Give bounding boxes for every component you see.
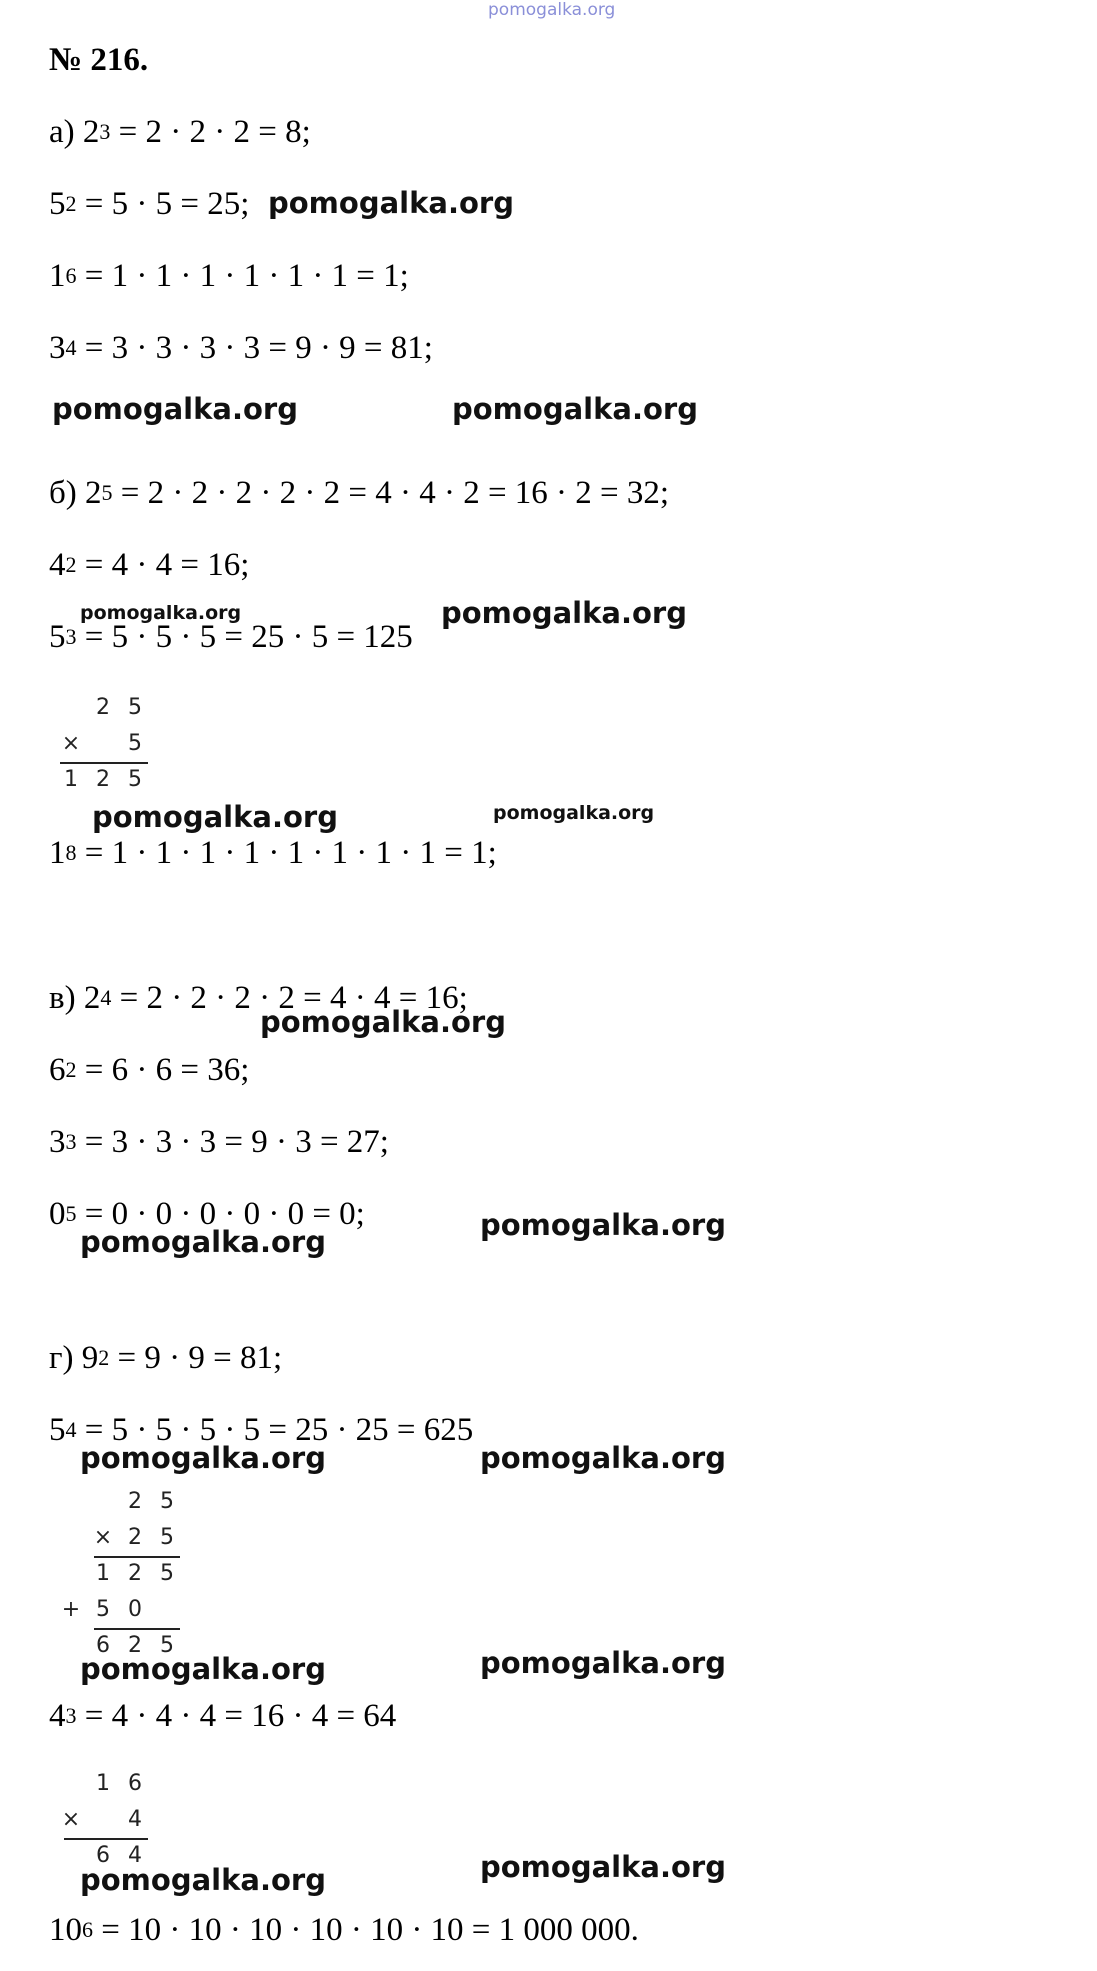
watermark: pomogalka.org [80,602,242,624]
watermark: pomogalka.org [441,596,687,630]
watermark: pomogalka.org [452,392,698,426]
line-b2: $4^2 = 4 \cdot 4 = 16$; [49,547,250,583]
watermark: pomogalka.org [80,1652,326,1686]
watermark: pomogalka.org [480,1850,726,1884]
line-b4: $1^8 = 1 \cdot 1 \cdot 1 \cdot 1 \cdot 1 \cdot 1 \cdot 1 \cdot 1 = 1$; [49,835,497,871]
watermark: pomogalka.org [480,1208,726,1242]
line-g4: $10^6 = 10 \cdot 10 \cdot 10 \cdot 10 \cdot 10 \cdot 10 = 1$ 000 000. [49,1912,639,1948]
line-v1: в) $2^4 = 2 \cdot 2 \cdot 2 \cdot 2 = 4 \cdot 4 = 16$; [49,980,468,1016]
problem-title: № 216. [49,42,149,78]
watermark-top: pomogalka.org [488,0,616,20]
line-v3: $3^3 = 3 \cdot 3 \cdot 3 = 9 \cdot 3 = 27$; [49,1124,389,1160]
line-a1: а) $2^3 = 2 \cdot 2 \cdot 2 = 8$; [49,114,311,150]
line-v4: $0^5 = 0 \cdot 0 \cdot 0 \cdot 0 \cdot 0 = 0$; [49,1196,365,1232]
watermark: pomogalka.org [268,186,514,220]
watermark: pomogalka.org [80,1225,326,1259]
line-a3: $1^6 = 1 \cdot 1 \cdot 1 \cdot 1 \cdot 1 \cdot 1 = 1$; [49,258,409,294]
watermark: pomogalka.org [52,392,298,426]
line-g2: $5^4 = 5 \cdot 5 \cdot 5 \cdot 5 = 25 \cdot 25 = 625$ [49,1412,474,1448]
watermark: pomogalka.org [80,1441,326,1475]
line-b3: $5^3 = 5 \cdot 5 \cdot 5 = 25 \cdot 5 = 125$ [49,619,413,655]
watermark: pomogalka.org [493,802,655,824]
watermark: pomogalka.org [260,1005,506,1039]
watermark: pomogalka.org [80,1863,326,1897]
watermark: pomogalka.org [92,800,338,834]
line-g1: г) $9^2 = 9 \cdot 9 = 81$; [49,1340,283,1376]
watermark: pomogalka.org [480,1646,726,1680]
line-g3: $4^3 = 4 \cdot 4 \cdot 4 = 16 \cdot 4 = 64$ [49,1698,397,1734]
line-b1: б) $2^5 = 2 \cdot 2 \cdot 2 \cdot 2 \cdot 2 = 4 \cdot 4 \cdot 2 = 16 \cdot 2 = 32$; [49,475,670,511]
watermark: pomogalka.org [480,1441,726,1475]
calc-16x4: 1 6 × 4 6 4 [58,1766,158,1874]
calc-25x5: 2 5 × 5 1 2 5 [58,690,158,798]
line-v2: $6^2 = 6 \cdot 6 = 36$; [49,1052,250,1088]
line-a2: $5^2 = 5 \cdot 5 = 25$; [49,186,250,222]
line-a4: $3^4 = 3 \cdot 3 \cdot 3 \cdot 3 = 9 \cdot 9 = 81$; [49,330,433,366]
calc-25x25: 2 5 × 2 5 1 2 5 + 5 0 6 2 5 [58,1484,188,1664]
